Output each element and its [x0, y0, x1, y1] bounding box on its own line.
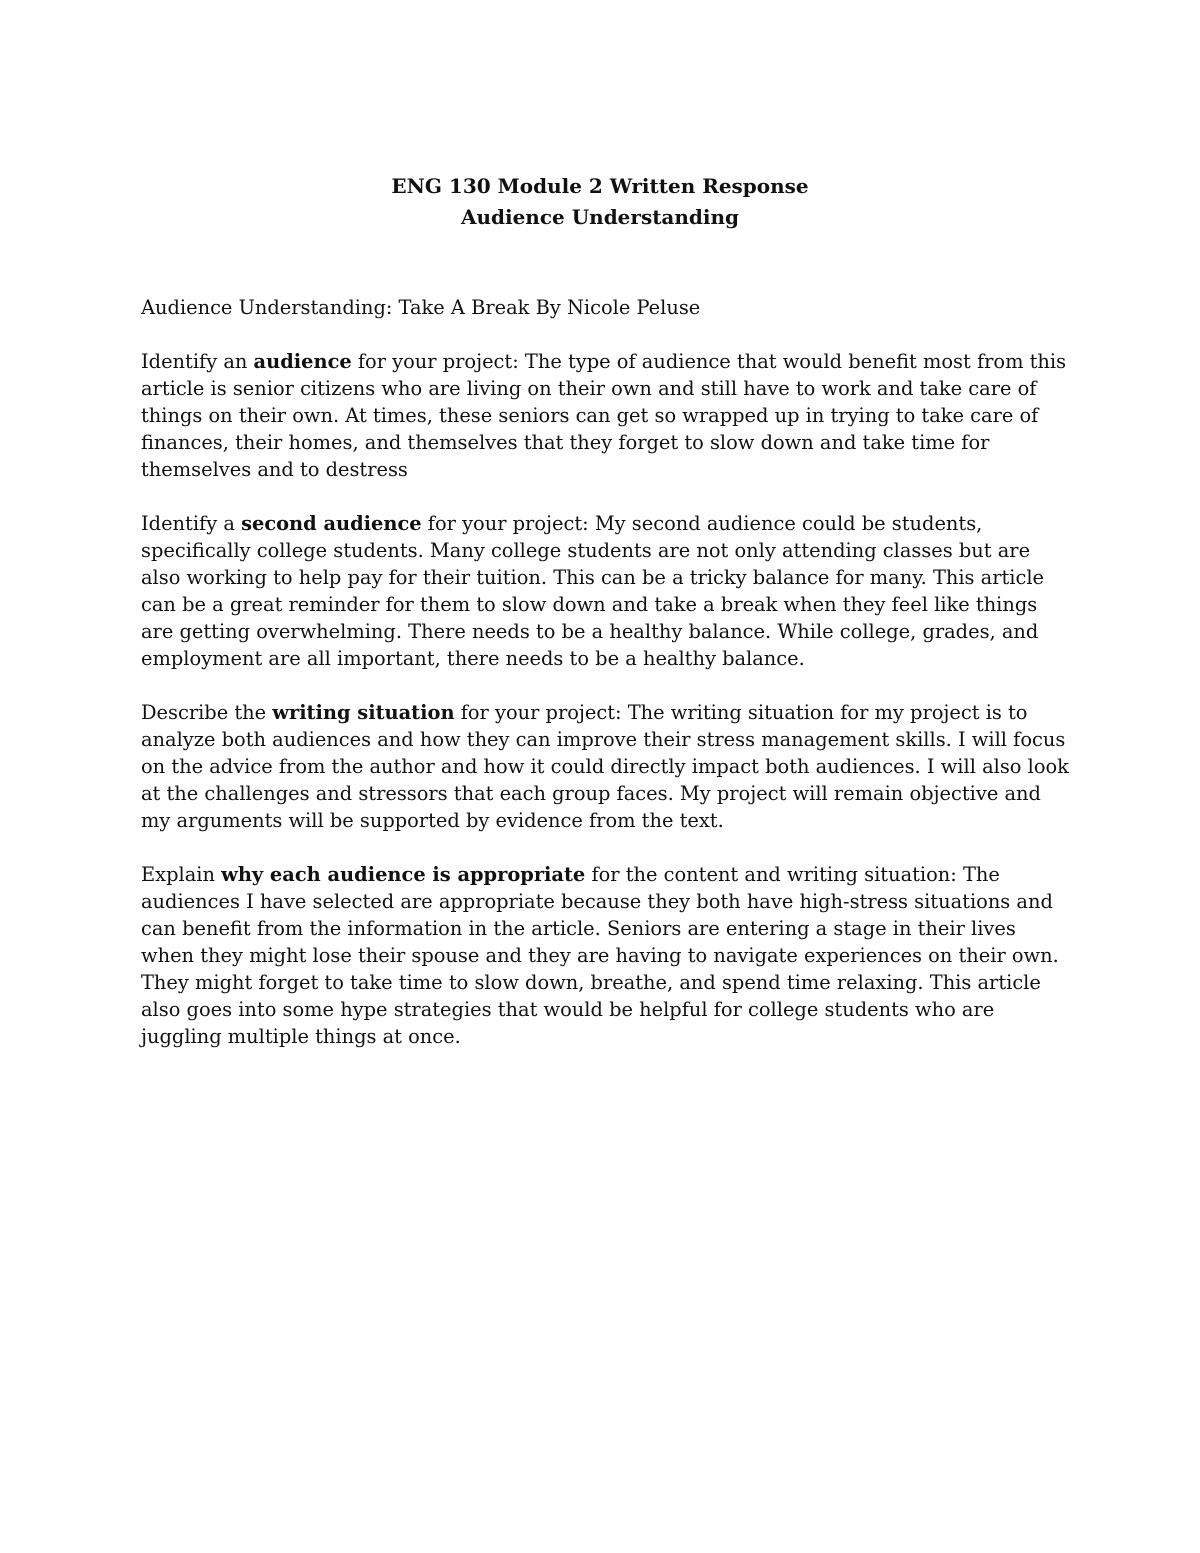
section-prefix: Describe the: [141, 701, 273, 724]
section-keyword: second audience: [241, 512, 422, 535]
section-keyword: writing situation: [272, 701, 455, 724]
section-audience: [141, 348, 1071, 483]
document-body: [141, 294, 1071, 1077]
section-prefix: Identify an: [141, 350, 254, 373]
section-text: for your project: The writing situation for my project is to analyze both audiences and how they can improve their stress management skills. I will focus on the advice from the author and how it could directly impact both audiences. I will also look at the challenges and stressors that each group faces. My project will remain objective and my arguments will be supported by evidence from the text.: [141, 701, 1069, 832]
section-prefix: Explain: [141, 863, 222, 886]
section-keyword: why each audience is appropriate: [221, 863, 586, 886]
section-keyword: audience: [253, 350, 352, 373]
section-second-audience: [141, 510, 1071, 672]
section-writing-situation: [141, 699, 1071, 834]
document-title: ENG 130 Module 2 Written Response: [391, 174, 809, 198]
section-prefix: Identify a: [141, 512, 242, 535]
section-appropriateness: [141, 861, 1071, 1050]
topic-line: Audience Understanding: Take A Break By Nicole Peluse: [141, 296, 701, 319]
section-text: for your project: The type of audience that would benefit most from this article is senior citizens who are living on their own and still have to work and take care of things on their own. At times, these seniors can get so wrapped up in trying to take care of finances, their homes, and themselves that they forget to slow down and take time for themselves and to destress: [141, 350, 1067, 481]
section-text: for your project: My second audience could be students, specifically college students. Many college students are not only attending classes but are also working to help pay for their tuition. This can be a tricky balance for many. This article can be a great reminder for them to slow down and take a break when they feel like things are getting overwhelming. There needs to be a healthy balance. While college, grades, and employment are all important, there needs to be a healthy balance.: [141, 512, 1045, 670]
document-header: [0, 171, 1200, 233]
section-text: for the content and writing situation: The audiences I have selected are appropriate because they both have high-stress situations and can benefit from the information in the article. Seniors are entering a stage in their lives when they might lose their spouse and they are having to navigate experiences on their own. They might forget to take time to slow down, breathe, and spend time relaxing. This article also goes into some hype strategies that would be helpful for college students who are juggling multiple things at once.: [141, 863, 1059, 1048]
document-subtitle: Audience Understanding: [460, 205, 740, 229]
